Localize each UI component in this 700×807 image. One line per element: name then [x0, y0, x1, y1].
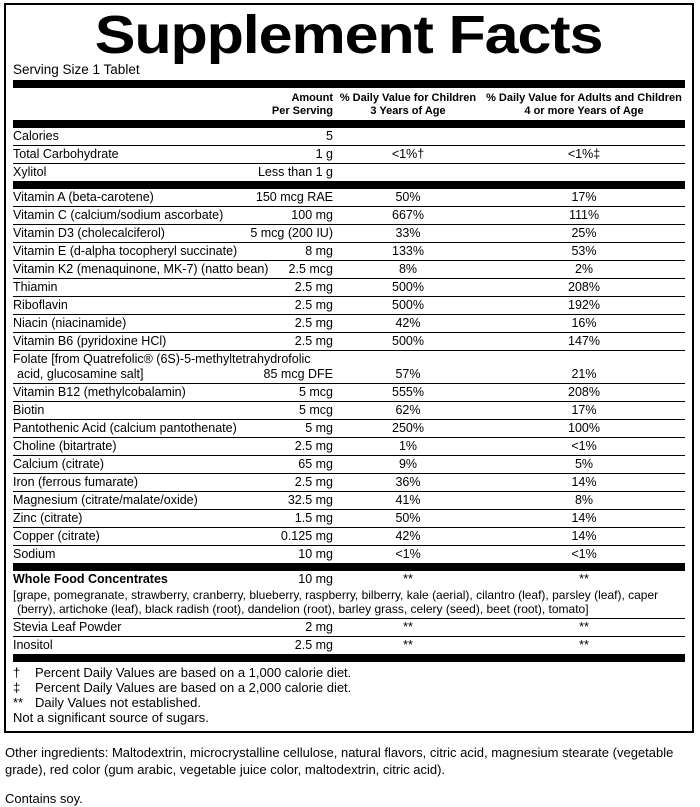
footnote-symbol: ‡	[13, 680, 21, 695]
row-dv-adults: **	[579, 620, 589, 634]
row-grid	[13, 279, 685, 296]
table-row	[13, 296, 685, 314]
table-row	[13, 350, 685, 383]
footnote-line	[13, 665, 685, 680]
row-dv-adults: <1%‡	[567, 147, 601, 161]
row-amount: 65 mg	[298, 457, 333, 471]
table-row	[13, 455, 685, 473]
table-row	[13, 618, 685, 636]
row-amount: 2.5 mg	[294, 316, 333, 330]
table-row	[13, 383, 685, 401]
row-amount: 2.5 mg	[294, 475, 333, 489]
row-main	[13, 384, 333, 401]
table-row	[13, 242, 685, 260]
row-dv-children: **	[403, 638, 413, 652]
row-label: Calcium (citrate)	[13, 457, 104, 471]
row-main	[13, 333, 333, 350]
table-row	[13, 224, 685, 242]
row-grid	[13, 546, 685, 563]
row-dv-adults: **	[579, 638, 589, 652]
row-label: Vitamin C (calcium/sodium ascorbate)	[13, 208, 224, 222]
row-dv-adults: 17%	[571, 403, 597, 417]
row-label-line1: Folate [from Quatrefolic® (6S)-5-methyltetrahydrofolic	[13, 352, 311, 366]
row-label: Iron (ferrous fumarate)	[13, 475, 139, 489]
row-dv-adults: 111%	[568, 208, 600, 222]
row-label: Vitamin A (beta-carotene)	[13, 190, 154, 204]
table-row	[13, 332, 685, 350]
column-header-divider-bar	[13, 120, 685, 128]
row-dv-adults: 192%	[568, 298, 600, 312]
row-amount: 100 mg	[291, 208, 333, 222]
footnote-text: Percent Daily Values are based on a 2,000 calorie diet.	[35, 680, 352, 695]
footnote-text: Daily Values not established.	[35, 695, 201, 710]
row-grid	[13, 243, 685, 260]
row-dv-children: 8%	[398, 262, 418, 276]
row-main	[13, 492, 333, 509]
row-dv-adults: <1%	[571, 547, 597, 561]
row-grid	[13, 384, 685, 401]
row-main	[13, 189, 333, 206]
row-label: Niacin (niacinamide)	[13, 316, 127, 330]
row-label: Calories	[13, 129, 59, 143]
row-dv-children: 33%	[395, 226, 421, 240]
column-header-adults	[483, 92, 685, 117]
row-dv-adults: 100%	[568, 421, 600, 435]
table-row	[13, 419, 685, 437]
column-header-adults-line1: % Daily Value for Adults and Children	[486, 92, 682, 104]
row-main	[13, 367, 333, 382]
row-label: Copper (citrate)	[13, 529, 100, 543]
row-label: Inositol	[13, 638, 53, 652]
footnote-text: Not a significant source of sugars.	[13, 710, 209, 725]
row-grid	[13, 367, 685, 383]
row-label: Biotin	[13, 403, 45, 417]
table-row	[13, 437, 685, 455]
section-divider-bar	[13, 654, 685, 662]
row-main	[13, 402, 333, 419]
table-row	[13, 189, 685, 206]
panel-title-text: Supplement Facts	[95, 5, 603, 65]
table-row	[13, 527, 685, 545]
row-amount: 5 mcg	[298, 385, 333, 399]
row-main	[13, 571, 333, 588]
row-amount: 32.5 mg	[287, 493, 333, 507]
row-ingredient-list: [grape, pomegranate, strawberry, cranberry, blueberry, raspberry, bilberry, kale (aerial), cilantro (leaf), parsley (leaf), caper (berry), artichoke (leaf), black radish (root), dandelion (root), barley grass, celery (seed), beet (root), tomato]	[13, 588, 659, 616]
row-grid	[13, 146, 685, 163]
row-grid	[13, 164, 685, 181]
row-amount: 8 mg	[305, 244, 333, 258]
row-grid	[13, 128, 685, 145]
row-dv-children: 41%	[395, 493, 421, 507]
row-dv-children: 9%	[398, 457, 418, 471]
row-label: Vitamin E (d-alpha tocopheryl succinate)	[13, 244, 238, 258]
row-dv-children: <1%	[395, 547, 421, 561]
section-divider-bar	[13, 563, 685, 571]
row-main	[13, 297, 333, 314]
row-grid	[13, 456, 685, 473]
row-dv-adults: 21%	[571, 367, 597, 381]
row-label: Stevia Leaf Powder	[13, 620, 122, 634]
footnote-text: Percent Daily Values are based on a 1,000 calorie diet.	[35, 665, 352, 680]
row-dv-adults: 2%	[574, 262, 594, 276]
row-grid	[13, 637, 685, 654]
row-main	[13, 279, 333, 296]
table-row	[13, 128, 685, 145]
row-dv-adults: 5%	[574, 457, 594, 471]
row-main	[13, 261, 333, 278]
row-main	[13, 164, 333, 181]
table-row	[13, 278, 685, 296]
table-row	[13, 509, 685, 527]
footnote-symbol: †	[13, 665, 21, 680]
row-amount: 1.5 mg	[294, 511, 333, 525]
row-amount: 2.5 mg	[294, 439, 333, 453]
row-dv-adults: 17%	[571, 190, 597, 204]
row-grid	[13, 402, 685, 419]
row-amount: 0.125 mg	[280, 529, 333, 543]
row-amount: 10 mg	[298, 547, 333, 561]
row-amount: 2.5 mg	[294, 280, 333, 294]
row-label: Pantothenic Acid (calcium pantothenate)	[13, 421, 237, 435]
row-label: Thiamin	[13, 280, 58, 294]
header-divider-bar	[13, 80, 685, 88]
column-header-adults-line2: 4 or more Years of Age	[524, 104, 644, 117]
row-label: Vitamin D3 (cholecalciferol)	[13, 226, 165, 240]
row-amount: 5 mcg (200 IU)	[250, 226, 333, 240]
column-header-children-line2: 3 Years of Age	[370, 104, 446, 117]
section-divider-bar	[13, 181, 685, 189]
row-main	[13, 128, 333, 145]
row-label: Choline (bitartrate)	[13, 439, 117, 453]
row-dv-adults: 14%	[571, 475, 597, 489]
row-label: Vitamin B12 (methylcobalamin)	[13, 385, 186, 399]
row-label: acid, glucosamine salt]	[17, 367, 144, 381]
table-row	[13, 206, 685, 224]
row-main	[13, 510, 333, 527]
row-dv-children: 50%	[395, 190, 421, 204]
row-main	[13, 619, 333, 636]
table-row	[13, 163, 685, 181]
row-label: Vitamin B6 (pyridoxine HCl)	[13, 334, 167, 348]
row-dv-adults: <1%	[571, 439, 597, 453]
row-grid	[13, 474, 685, 491]
row-grid	[13, 619, 685, 636]
row-main	[13, 546, 333, 563]
row-main	[13, 456, 333, 473]
row-dv-adults: 53%	[571, 244, 597, 258]
row-grid	[13, 492, 685, 509]
row-amount: 2.5 mg	[294, 334, 333, 348]
serving-size: Serving Size 1 Tablet	[13, 62, 140, 77]
row-grid	[13, 315, 685, 332]
row-amount: 5	[326, 129, 333, 143]
row-dv-adults: 208%	[568, 280, 600, 294]
row-dv-children: **	[403, 572, 413, 586]
row-label: Zinc (citrate)	[13, 511, 83, 525]
row-label: Whole Food Concentrates	[13, 572, 168, 586]
row-dv-adults: 25%	[571, 226, 597, 240]
row-dv-adults: **	[579, 572, 589, 586]
row-grid	[13, 189, 685, 206]
other-ingredients-text: Other ingredients: Maltodextrin, microcrystalline cellulose, natural flavors, citric acid, magnesium stearate (vegetable grade), red color (gum arabic, vegetable juice color, maltodextrin, citric acid).	[5, 745, 674, 777]
row-dv-children: 1%	[398, 439, 418, 453]
row-amount: 10 mg	[298, 572, 333, 586]
footnote-line	[13, 695, 685, 710]
row-grid	[13, 225, 685, 242]
row-label: Vitamin K2 (menaquinone, MK-7) (natto bean)	[13, 262, 269, 276]
row-dv-adults: 208%	[568, 385, 600, 399]
row-amount: 2 mg	[305, 620, 333, 634]
row-main	[13, 146, 333, 163]
table-row	[13, 571, 685, 616]
row-dv-adults: 147%	[568, 334, 600, 348]
row-grid	[13, 420, 685, 437]
row-dv-children: 42%	[395, 529, 421, 543]
row-amount: 5 mg	[305, 421, 333, 435]
footnote-line	[13, 710, 685, 725]
row-amount: 2.5 mcg	[288, 262, 333, 276]
column-header-children	[333, 92, 483, 117]
row-dv-children: 250%	[392, 421, 424, 435]
column-header-children-line1: % Daily Value for Children	[339, 92, 477, 104]
row-dv-children: 57%	[395, 367, 421, 381]
row-label: Xylitol	[13, 165, 47, 179]
row-grid	[13, 528, 685, 545]
row-main	[13, 637, 333, 654]
row-dv-children: 555%	[392, 385, 424, 399]
row-amount: 5 mcg	[298, 403, 333, 417]
footnote-line	[13, 680, 685, 695]
table-row	[13, 401, 685, 419]
row-dv-children: 50%	[395, 511, 421, 525]
allergen-statement: Contains soy.	[5, 791, 83, 806]
row-dv-children: 133%	[392, 244, 424, 258]
column-header-amount-line1: Amount	[291, 92, 333, 104]
footnotes	[13, 662, 685, 727]
row-main	[13, 528, 333, 545]
row-grid	[13, 333, 685, 350]
panel-title	[13, 5, 685, 65]
table-row	[13, 314, 685, 332]
row-label: Sodium	[13, 547, 56, 561]
row-dv-children: 500%	[392, 280, 424, 294]
row-amount: 2.5 mg	[294, 298, 333, 312]
row-grid	[13, 297, 685, 314]
row-label: Magnesium (citrate/malate/oxide)	[13, 493, 198, 507]
row-main	[13, 474, 333, 491]
row-main	[13, 420, 333, 437]
row-main	[13, 225, 333, 242]
row-dv-children: 42%	[395, 316, 421, 330]
row-grid	[13, 438, 685, 455]
footnote-symbol: **	[13, 695, 24, 710]
row-main	[13, 243, 333, 260]
row-grid	[13, 261, 685, 278]
row-dv-children: 62%	[395, 403, 421, 417]
row-grid	[13, 510, 685, 527]
table-row	[13, 145, 685, 163]
row-dv-adults: 8%	[574, 493, 594, 507]
row-main	[13, 315, 333, 332]
row-label: Total Carbohydrate	[13, 147, 119, 161]
column-header-row	[13, 88, 685, 120]
row-main	[13, 438, 333, 455]
row-dv-children: 667%	[392, 208, 424, 222]
row-amount: 85 mcg DFE	[263, 367, 333, 381]
supplement-facts-panel	[4, 3, 694, 733]
row-dv-adults: 14%	[571, 529, 597, 543]
row-dv-children: 500%	[392, 334, 424, 348]
table-row	[13, 636, 685, 654]
row-dv-adults: 16%	[571, 316, 597, 330]
row-dv-children: <1%†	[391, 147, 425, 161]
column-header-amount	[13, 92, 333, 117]
row-amount: 2.5 mg	[294, 638, 333, 652]
table-row	[13, 545, 685, 563]
row-main	[13, 207, 333, 224]
row-dv-children: 36%	[395, 475, 421, 489]
table-row	[13, 473, 685, 491]
row-amount: Less than 1 g	[257, 165, 333, 179]
row-amount: 150 mcg RAE	[255, 190, 333, 204]
row-grid	[13, 571, 685, 588]
row-label: Riboflavin	[13, 298, 68, 312]
table-row	[13, 260, 685, 278]
row-dv-children: 500%	[392, 298, 424, 312]
nutrient-table	[13, 128, 685, 662]
row-grid	[13, 207, 685, 224]
column-header-amount-line2: Per Serving	[271, 104, 333, 117]
row-dv-children: **	[403, 620, 413, 634]
row-amount: 1 g	[315, 147, 333, 161]
table-row	[13, 491, 685, 509]
row-dv-adults: 14%	[571, 511, 597, 525]
